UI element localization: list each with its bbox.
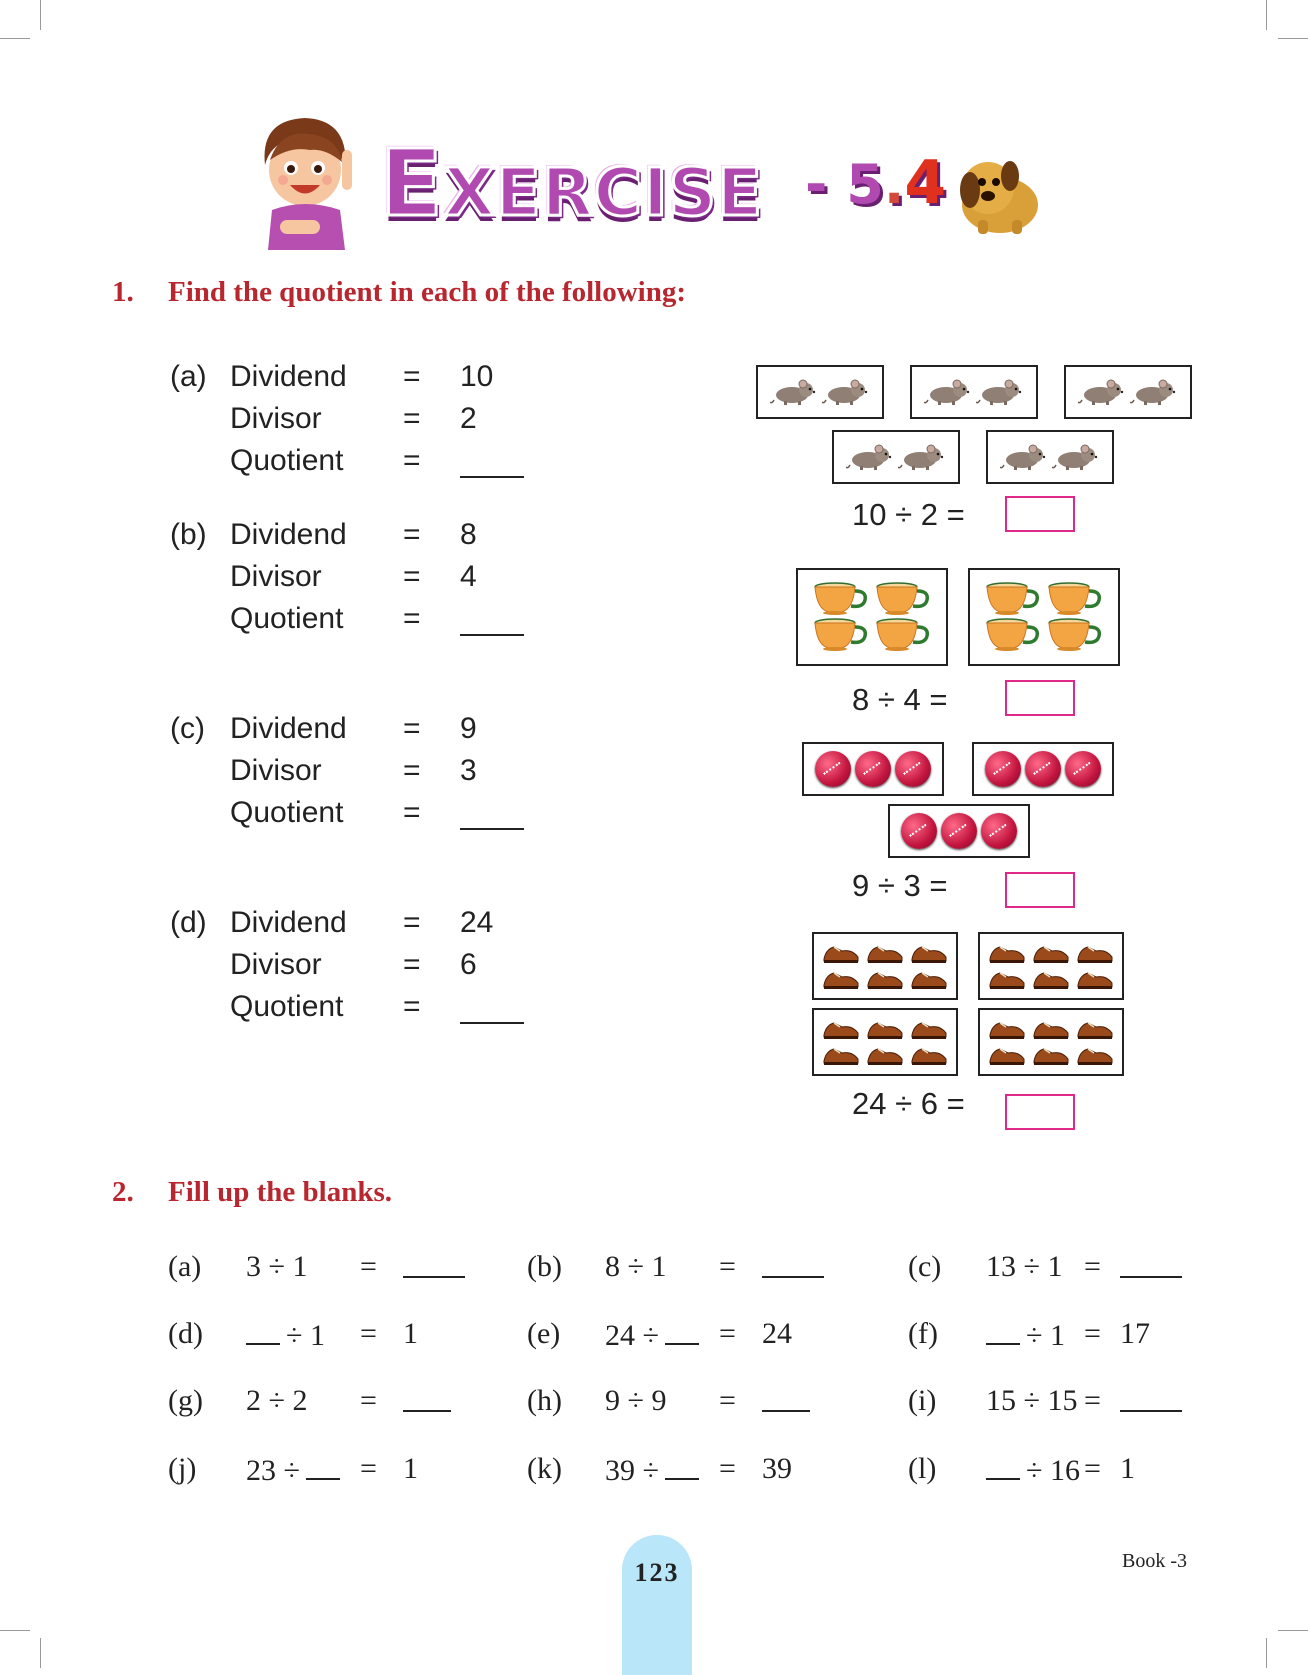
- picture-group-box: [812, 932, 958, 1000]
- mouse-icon: [1000, 443, 1048, 471]
- q1-number: 1.: [112, 276, 134, 308]
- item-label: (h): [527, 1384, 562, 1417]
- picture-group-box: [978, 1008, 1124, 1076]
- crop-mark: [0, 38, 30, 39]
- shoe-icon: [1076, 1043, 1114, 1067]
- cup-icon: [875, 582, 931, 616]
- result: 24: [762, 1317, 792, 1350]
- crop-mark: [1278, 1630, 1308, 1631]
- divisor-value: 3: [460, 754, 477, 787]
- equals-sign: =: [360, 1317, 377, 1350]
- mouse-icon: [898, 443, 946, 471]
- expression-text: ÷ 16: [1026, 1454, 1080, 1487]
- result: 1: [403, 1452, 418, 1485]
- expression-text: 2 ÷ 2: [246, 1384, 308, 1417]
- divisor-value: 6: [460, 948, 477, 981]
- shoe-icon: [822, 1043, 860, 1067]
- divisor-value: 4: [460, 560, 477, 593]
- shoe-icon: [1032, 941, 1070, 965]
- picture-group-box: [756, 365, 884, 419]
- equals-sign: =: [719, 1250, 736, 1283]
- item-label: (a): [168, 1250, 202, 1283]
- picture-group-box: [832, 430, 960, 484]
- expression-text: 39 ÷: [605, 1454, 659, 1487]
- q1-title-text: Find the quotient in each of the following:: [168, 276, 686, 308]
- page-number: 123: [634, 1558, 680, 1587]
- mouse-icon: [1052, 443, 1100, 471]
- shoe-icon: [822, 967, 860, 991]
- crop-mark: [40, 0, 41, 30]
- divisor-blank[interactable]: [665, 1317, 699, 1345]
- mouse-icon: [846, 443, 894, 471]
- equals-sign: =: [403, 518, 421, 551]
- result: 39: [762, 1452, 792, 1485]
- q2-number: 2.: [112, 1176, 134, 1208]
- result[interactable]: [403, 1384, 451, 1412]
- item-label: (e): [527, 1317, 561, 1350]
- shoe-icon: [910, 1043, 948, 1067]
- picture-group-box: [802, 742, 944, 796]
- dog-illustration: [950, 150, 1040, 240]
- expression-text: 15 ÷ 15: [986, 1384, 1078, 1417]
- ball-icon: [981, 813, 1017, 849]
- cup-icon: [1047, 582, 1103, 616]
- equals-sign: =: [360, 1250, 377, 1283]
- shoe-icon: [988, 1043, 1026, 1067]
- q1-item-d: [170, 906, 550, 1032]
- shoe-icon: [1032, 1017, 1070, 1041]
- shoe-icon: [1076, 1017, 1114, 1041]
- item-label: (g): [168, 1384, 203, 1417]
- picture-group-box: [888, 804, 1030, 858]
- exercise-number: [805, 148, 946, 218]
- title-first-letter: E: [380, 130, 444, 237]
- result: 1: [403, 1317, 418, 1350]
- equals-sign: =: [403, 712, 421, 745]
- result[interactable]: [1120, 1250, 1182, 1278]
- expression-text: 8 ÷ 1: [605, 1250, 667, 1283]
- ball-icon: [895, 751, 931, 787]
- expression-text: 24 ÷: [605, 1319, 659, 1352]
- dividend-blank[interactable]: [986, 1452, 1020, 1480]
- dividend-blank[interactable]: [246, 1317, 280, 1345]
- cup-icon: [813, 618, 869, 652]
- divisor-blank[interactable]: [306, 1452, 340, 1480]
- picture-group-box: [978, 932, 1124, 1000]
- result: 1: [1120, 1452, 1135, 1485]
- equals-sign: =: [719, 1317, 736, 1350]
- equals-sign: =: [403, 906, 421, 939]
- dividend-term: Dividend: [230, 906, 347, 939]
- exercise-title: [380, 130, 763, 237]
- cup-icon: [1047, 618, 1103, 652]
- ball-icon: [1065, 751, 1101, 787]
- equals-sign: =: [719, 1452, 736, 1485]
- title-rest: XERCISE: [443, 154, 764, 231]
- item-label: (c): [170, 712, 205, 745]
- cup-icon: [875, 618, 931, 652]
- equals-sign: =: [1084, 1250, 1101, 1283]
- shoe-icon: [822, 1017, 860, 1041]
- picture-group-box: [968, 568, 1120, 666]
- picture-group-box: [972, 742, 1114, 796]
- mouse-icon: [822, 378, 870, 406]
- divisor-term: Divisor: [230, 948, 322, 981]
- shoe-icon: [822, 941, 860, 965]
- result[interactable]: [1120, 1384, 1182, 1412]
- q1-b-answer-box[interactable]: [1005, 680, 1075, 716]
- item-label: (j): [168, 1452, 197, 1485]
- shoe-icon: [910, 941, 948, 965]
- item-label: (a): [170, 360, 207, 393]
- equals-sign: =: [1084, 1317, 1101, 1350]
- equals-sign: =: [403, 948, 421, 981]
- dividend-blank[interactable]: [986, 1317, 1020, 1345]
- shoe-icon: [1076, 941, 1114, 965]
- exercise-number-minor: 4: [904, 148, 947, 218]
- dividend-term: Dividend: [230, 712, 347, 745]
- equals-sign: =: [360, 1384, 377, 1417]
- picture-group-box: [812, 1008, 958, 1076]
- expression-text: 13 ÷ 1: [986, 1250, 1063, 1283]
- picture-group-box: [796, 568, 948, 666]
- equals-sign: =: [403, 990, 421, 1023]
- equals-sign: =: [719, 1384, 736, 1417]
- q1-item-b: [170, 518, 550, 644]
- dividend-value: 10: [460, 360, 494, 393]
- item-label: (k): [527, 1452, 562, 1485]
- q1-b-equation: 8 ÷ 4 =: [852, 682, 948, 717]
- item-label: (d): [170, 906, 207, 939]
- division-expression: [986, 1250, 1062, 1284]
- dividend-value: 9: [460, 712, 477, 745]
- item-label: (b): [527, 1250, 562, 1283]
- division-expression: [986, 1317, 1065, 1353]
- expression-text: 3 ÷ 1: [246, 1250, 308, 1283]
- shoe-icon: [1032, 1043, 1070, 1067]
- q1-c-answer-box[interactable]: [1005, 872, 1075, 908]
- equals-sign: =: [403, 360, 421, 393]
- division-expression: [986, 1452, 1080, 1488]
- division-expression: [605, 1384, 666, 1418]
- equals-sign: =: [403, 602, 421, 635]
- quotient-term: Quotient: [230, 444, 344, 477]
- q1-d-equation: 24 ÷ 6 =: [852, 1086, 965, 1121]
- item-label: (l): [908, 1452, 937, 1485]
- q1-a-answer-box[interactable]: [1005, 496, 1075, 532]
- ball-icon: [941, 813, 977, 849]
- division-expression: [246, 1384, 307, 1418]
- q1-title: [112, 276, 686, 309]
- exercise-header: [250, 110, 1070, 260]
- shoe-icon: [866, 1017, 904, 1041]
- crop-mark: [40, 1638, 41, 1668]
- quotient-term: Quotient: [230, 602, 344, 635]
- q2-title-text: Fill up the blanks.: [168, 1176, 393, 1208]
- cup-icon: [813, 582, 869, 616]
- cup-icon: [985, 582, 1041, 616]
- q1-d-answer-box[interactable]: [1005, 1094, 1075, 1130]
- ball-icon: [1025, 751, 1061, 787]
- mouse-icon: [1130, 378, 1178, 406]
- picture-group-box: [986, 430, 1114, 484]
- result[interactable]: [762, 1250, 824, 1278]
- equals-sign: =: [403, 402, 421, 435]
- quotient-blank[interactable]: [460, 476, 524, 478]
- quotient-blank[interactable]: [460, 1022, 524, 1024]
- item-label: (d): [168, 1317, 203, 1350]
- ball-icon: [985, 751, 1021, 787]
- divisor-term: Divisor: [230, 754, 322, 787]
- expression-text: ÷ 1: [1026, 1319, 1065, 1352]
- mouse-icon: [924, 378, 972, 406]
- exercise-number-dot: .: [883, 153, 905, 216]
- q1-item-c: [170, 712, 550, 838]
- shoe-icon: [910, 967, 948, 991]
- shoe-icon: [866, 941, 904, 965]
- divisor-term: Divisor: [230, 402, 322, 435]
- item-label: (b): [170, 518, 207, 551]
- q1-item-a: [170, 360, 550, 486]
- equals-sign: =: [403, 560, 421, 593]
- result[interactable]: [762, 1384, 810, 1412]
- girl-illustration: [250, 110, 360, 250]
- crop-mark: [1266, 0, 1267, 30]
- cup-icon: [985, 618, 1041, 652]
- dividend-value: 24: [460, 906, 494, 939]
- division-expression: [246, 1452, 340, 1488]
- shoe-icon: [988, 941, 1026, 965]
- divisor-value: 2: [460, 402, 477, 435]
- division-expression: [605, 1250, 666, 1284]
- equals-sign: =: [403, 796, 421, 829]
- division-expression: [246, 1317, 325, 1353]
- expression-text: ÷ 1: [286, 1319, 325, 1352]
- exercise-number-major: 5: [846, 153, 884, 216]
- ball-icon: [855, 751, 891, 787]
- quotient-blank[interactable]: [460, 828, 524, 830]
- shoe-icon: [866, 1043, 904, 1067]
- equals-sign: =: [403, 444, 421, 477]
- q2-title: [112, 1176, 392, 1209]
- mouse-icon: [1078, 378, 1126, 406]
- item-label: (f): [908, 1317, 938, 1350]
- mouse-icon: [976, 378, 1024, 406]
- ball-icon: [901, 813, 937, 849]
- dividend-term: Dividend: [230, 518, 347, 551]
- dividend-term: Dividend: [230, 360, 347, 393]
- item-label: (c): [908, 1250, 942, 1283]
- q1-c-equation: 9 ÷ 3 =: [852, 868, 948, 903]
- quotient-blank[interactable]: [460, 634, 524, 636]
- crop-mark: [1278, 38, 1308, 39]
- crop-mark: [0, 1630, 30, 1631]
- quotient-term: Quotient: [230, 990, 344, 1023]
- mouse-icon: [770, 378, 818, 406]
- shoe-icon: [988, 1017, 1026, 1041]
- equals-sign: =: [360, 1452, 377, 1485]
- expression-text: 23 ÷: [246, 1454, 300, 1487]
- picture-group-box: [910, 365, 1038, 419]
- shoe-icon: [1076, 967, 1114, 991]
- equals-sign: =: [403, 754, 421, 787]
- book-label: Book -3: [1122, 1550, 1187, 1572]
- ball-icon: [815, 751, 851, 787]
- equals-sign: =: [1084, 1452, 1101, 1485]
- divisor-blank[interactable]: [665, 1452, 699, 1480]
- shoe-icon: [988, 967, 1026, 991]
- crop-mark: [1266, 1638, 1267, 1668]
- dividend-value: 8: [460, 518, 477, 551]
- title-dash: -: [805, 153, 828, 216]
- page-number-tab: [622, 1535, 692, 1675]
- equals-sign: =: [1084, 1384, 1101, 1417]
- expression-text: 9 ÷ 9: [605, 1384, 667, 1417]
- result: 17: [1120, 1317, 1150, 1350]
- result[interactable]: [403, 1250, 465, 1278]
- division-expression: [605, 1317, 699, 1353]
- division-expression: [605, 1452, 699, 1488]
- division-expression: [246, 1250, 307, 1284]
- shoe-icon: [866, 967, 904, 991]
- divisor-term: Divisor: [230, 560, 322, 593]
- q1-a-equation: 10 ÷ 2 =: [852, 497, 965, 532]
- division-expression: [986, 1384, 1077, 1418]
- shoe-icon: [910, 1017, 948, 1041]
- picture-group-box: [1064, 365, 1192, 419]
- quotient-term: Quotient: [230, 796, 344, 829]
- shoe-icon: [1032, 967, 1070, 991]
- item-label: (i): [908, 1384, 937, 1417]
